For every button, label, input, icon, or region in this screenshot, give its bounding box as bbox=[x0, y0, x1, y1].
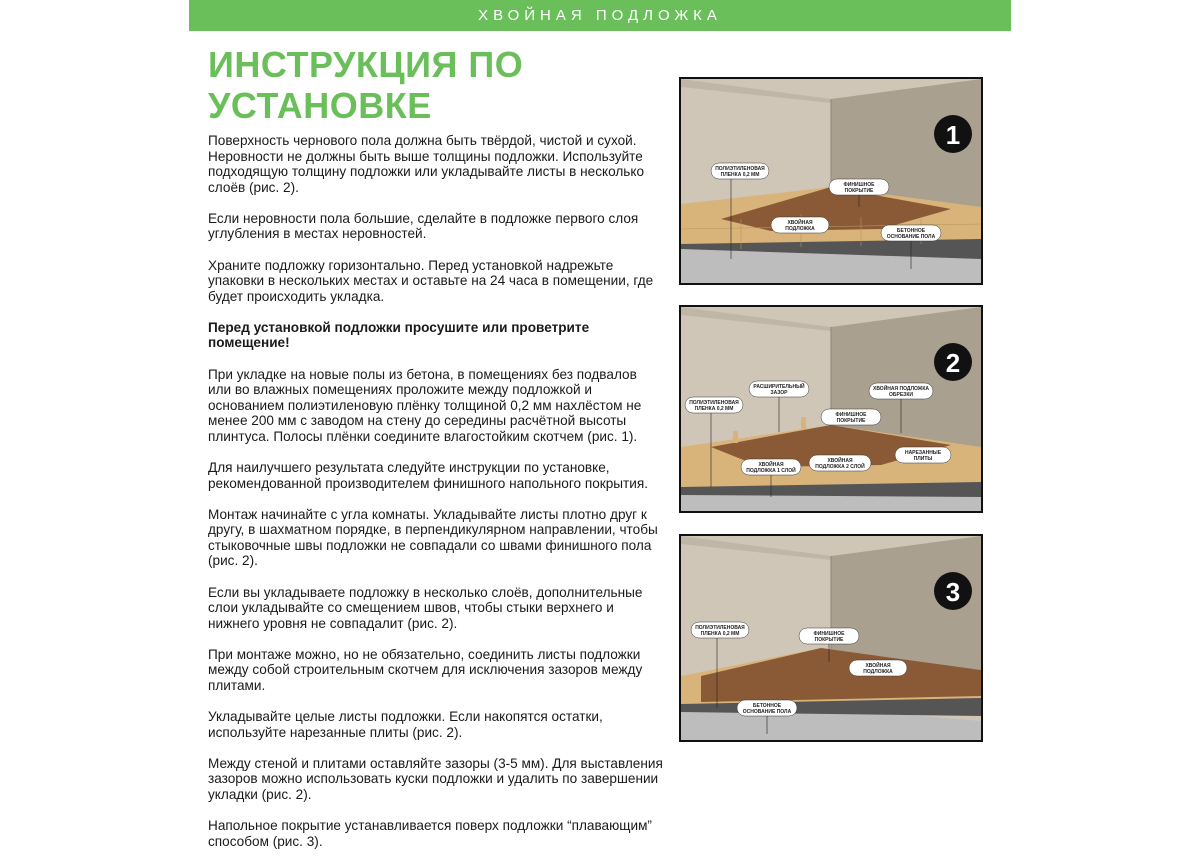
figure-2-number: 2 bbox=[945, 348, 961, 378]
figure-3 bbox=[679, 534, 983, 742]
instruction-paragraph: Монтаж начинайте с угла комнаты. Укладывайте листы плотно друг к другу, в шахматном порядке, в перпендикулярном направлении, чтобы стыковочные швы подложки не совпадали со швами финишного пола (рис. 2). bbox=[208, 506, 658, 569]
callout-underlay bbox=[771, 217, 829, 233]
instruction-warning: Перед установкой подложки просушите или проветрите помещение! bbox=[208, 319, 590, 351]
callout-film-line-2: ПЛЕНКА 0,2 ММ bbox=[720, 172, 760, 178]
banner-title: ХВОЙНАЯ ПОДЛОЖКА bbox=[478, 7, 722, 24]
gap-spacer bbox=[801, 417, 806, 429]
callout-film-line-1: ПОЛИЭТИЛЕНОВАЯ bbox=[715, 166, 765, 172]
callout-finish-line-1: ФИНИШНОЕ bbox=[843, 182, 875, 188]
instruction-paragraph: Укладывайте целые листы подложки. Если накопятся остатки, используйте нарезанные плиты (рис. 2). bbox=[208, 709, 603, 740]
instruction-paragraph: Если неровности пола большие, сделайте в подложке первого слоя углубления в местах неровностей. bbox=[208, 210, 639, 242]
figure-3-illustration bbox=[681, 536, 981, 740]
callout-layer-2 bbox=[809, 455, 871, 471]
callout-finish bbox=[821, 409, 881, 425]
figure-1 bbox=[679, 77, 983, 285]
callout-film-line-2: ПЛЕНКА 0,2 ММ bbox=[700, 631, 740, 637]
callout-base-line-2: ОСНОВАНИЕ ПОЛА bbox=[742, 709, 792, 715]
instruction-paragraph: Храните подложку горизонтально. Перед установкой надрежьте упаковки в нескольких местах и оставьте на 24 часа в помещении, где будет происходить укладка. bbox=[208, 257, 654, 304]
callout-layer1-line-2: ПОДЛОЖКА 1 СЛОЙ bbox=[746, 468, 796, 474]
figure-2 bbox=[679, 305, 983, 513]
callout-finish-line-2: ПОКРЫТИЕ bbox=[836, 418, 866, 424]
figure-2-illustration bbox=[681, 307, 981, 511]
callout-finish-line-2: ПОКРЫТИЕ bbox=[844, 188, 874, 194]
callout-cut-line-1: НАРЕЗАННЫЕ bbox=[904, 450, 942, 456]
callout-layer2-line-2: ПОДЛОЖКА 2 СЛОЙ bbox=[815, 464, 865, 470]
instruction-paragraph: Напольное покрытие устанавливается поверх подложки “плавающим” способом (рис. 3). bbox=[208, 818, 652, 849]
callout-finish-line-1: ФИНИШНОЕ bbox=[813, 631, 845, 637]
callout-underlay-line-1: ХВОЙНАЯ bbox=[787, 220, 813, 226]
header-banner bbox=[189, 0, 1011, 31]
page-title-line-2: УСТАНОВКЕ bbox=[208, 85, 432, 126]
instruction-paragraph: Для наилучшего результата следуйте инструкции по установке, рекомендованной производителем финишного напольного покрытия. bbox=[208, 460, 648, 491]
callout-layer1-line-1: ХВОЙНАЯ bbox=[758, 462, 784, 468]
page-title bbox=[208, 44, 628, 126]
figure-1-illustration bbox=[681, 79, 981, 283]
callout-base-line-2: ОСНОВАНИЕ ПОЛА bbox=[886, 234, 936, 240]
instruction-paragraph: Между стеной и плитами оставляйте зазоры (3-5 мм). Для выставления зазоров можно использовать куски подложки и удалить по завершении укладки (рис. 2). bbox=[208, 755, 663, 802]
callout-underlay-line-2: ПОДЛОЖКА bbox=[863, 669, 893, 675]
figure-3-number: 3 bbox=[945, 577, 961, 607]
callout-gap-line-1: РАСШИРИТЕЛЬНЫЙ bbox=[753, 384, 805, 390]
instructions-text bbox=[208, 133, 663, 865]
callout-cut-tiles bbox=[895, 447, 951, 463]
callout-scraps-line-1: ХВОЙНАЯ ПОДЛОЖКА bbox=[872, 386, 930, 392]
instruction-paragraph: Поверхность чернового пола должна быть твёрдой, чистой и сухой. Неровности не должны быть выше толщины подложки. Используйте подходящую толщину подложки или укладывайте листы в несколько слоёв (рис. 2). bbox=[208, 133, 645, 195]
callout-base-line-1: БЕТОННОЕ bbox=[896, 228, 926, 234]
callout-cut-line-2: ПЛИТЫ bbox=[913, 456, 933, 462]
callout-underlay-line-1: ХВОЙНАЯ bbox=[865, 663, 891, 669]
callout-gap-line-2: ЗАЗОР bbox=[770, 390, 788, 396]
page-title-line-1: ИНСТРУКЦИЯ ПО bbox=[208, 44, 524, 85]
gap-spacer bbox=[733, 431, 738, 443]
instruction-paragraph: При укладке на новые полы из бетона, в помещениях без подвалов или во влажных помещениях проложите между подложкой и основанием полиэтиленовую плёнку толщиной 0,2 мм нахлёстом не менее 200 мм с заводом на стену до середины расчётной высоты плинтуса. Полосы плёнки соедините влагостойким скотчем (рис. 1). bbox=[208, 366, 642, 444]
instruction-paragraph: При монтаже можно, но не обязательно, соединить листы подложки между собой строительным скотчем для исключения зазоров между плитами. bbox=[208, 646, 643, 694]
callout-scraps-line-2: ОБРЕЗКИ bbox=[889, 392, 913, 398]
figure-1-number: 1 bbox=[945, 120, 961, 150]
callout-base-line-1: БЕТОННОЕ bbox=[752, 703, 782, 709]
callout-film-line-1: ПОЛИЭТИЛЕНОВАЯ bbox=[695, 625, 745, 631]
instruction-paragraph: Если вы укладываете подложку в несколько слоёв, дополнительные слои укладывайте со смещением швов, чтобы стыки верхнего и нижнего уровня не совпадалит (рис. 2). bbox=[208, 584, 643, 631]
callout-layer2-line-1: ХВОЙНАЯ bbox=[827, 458, 853, 464]
callout-finish-line-2: ПОКРЫТИЕ bbox=[814, 637, 844, 643]
callout-film-line-1: ПОЛИЭТИЛЕНОВАЯ bbox=[689, 400, 739, 406]
callout-finish-line-1: ФИНИШНОЕ bbox=[835, 412, 867, 418]
callout-underlay bbox=[849, 660, 907, 676]
callout-film-line-2: ПЛЕНКА 0,2 ММ bbox=[694, 406, 734, 412]
callout-underlay-line-2: ПОДЛОЖКА bbox=[785, 226, 815, 232]
